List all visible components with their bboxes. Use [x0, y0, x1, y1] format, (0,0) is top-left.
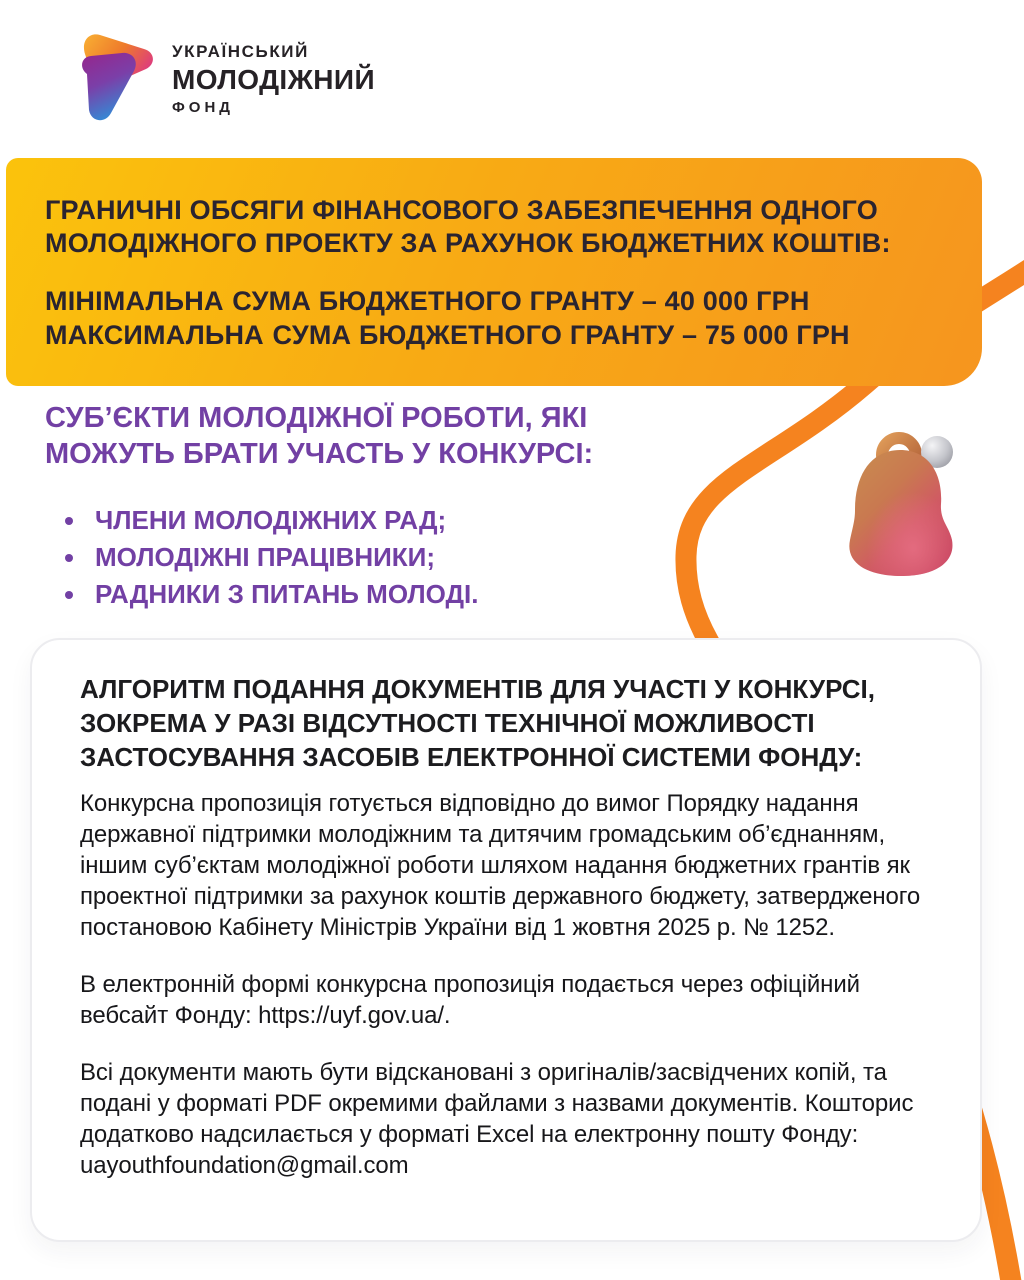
eligibility-heading-line: СУБ’ЄКТИ МОЛОДІЖНОЇ РОБОТИ, ЯКІ — [45, 402, 588, 434]
algorithm-card — [30, 638, 982, 1242]
list-item — [45, 502, 593, 539]
logo-line-3: ФОНД — [172, 99, 234, 116]
banner-limits — [45, 284, 946, 352]
limit-max-value: СУМА БЮДЖЕТНОГО ГРАНТУ – 75 000 ГРН — [272, 320, 850, 350]
list-item-label: РАДНИКИ З ПИТАНЬ МОЛОДІ. — [95, 579, 479, 609]
list-item-label: ЧЛЕНИ МОЛОДІЖНИХ РАД; — [95, 505, 447, 535]
card-heading-line: АЛГОРИТМ ПОДАННЯ ДОКУМЕНТІВ ДЛЯ УЧАСТІ У КОНКУРСІ, — [80, 674, 875, 704]
card-paragraph-1: Конкурсна пропозиція готується відповідно до вимог Порядку надання державної підтримки молодіжним та дитячим громадським об’єднанням, іншим суб’єктам молодіжної роботи шляхом надання бюджетних грантів як проектної підтримки за рахунок коштів державного бюджету, затвердженого постановою Кабінету Міністрів України від 1 жовтня 2025 р. № 1252. — [80, 790, 921, 941]
banner-heading-line: МОЛОДІЖНОГО ПРОЕКТУ ЗА РАХУНОК БЮДЖЕТНИХ КОШТІВ: — [45, 228, 891, 258]
list-item — [45, 539, 593, 576]
bullet-dot-icon — [65, 554, 73, 562]
logo-line-1: УКРАЇНСЬКИЙ — [172, 42, 309, 61]
card-heading-line: ЗОКРЕМА У РАЗІ ВІДСУТНОСТІ ТЕХНІЧНОЇ МОЖЛИВОСТІ — [80, 708, 815, 738]
banner-heading — [45, 194, 946, 260]
bell-icon — [833, 428, 973, 586]
logo-line-2: МОЛОДІЖНИЙ — [172, 64, 375, 95]
limit-line-max — [45, 318, 946, 352]
limit-max-label: МАКСИМАЛЬНА — [45, 320, 264, 350]
eligibility-heading — [45, 400, 593, 472]
eligibility-list — [45, 502, 593, 613]
card-paragraph-2: В електронній формі конкурсна пропозиція подається через офіційний вебсайт Фонду: https://uyf.gov.ua/. — [80, 971, 860, 1029]
bullet-dot-icon — [65, 591, 73, 599]
limit-min-value: СУМА БЮДЖЕТНОГО ГРАНТУ – 40 000 ГРН — [232, 286, 810, 316]
list-item — [45, 576, 593, 613]
logo-mark-icon — [78, 32, 158, 126]
list-item-label: МОЛОДІЖНІ ПРАЦІВНИКИ; — [95, 542, 436, 572]
eligibility-heading-line: МОЖУТЬ БРАТИ УЧАСТЬ У КОНКУРСІ: — [45, 438, 594, 470]
card-heading — [80, 672, 934, 774]
card-heading-line: ЗАСТОСУВАННЯ ЗАСОБІВ ЕЛЕКТРОННОЇ СИСТЕМИ ФОНДУ: — [80, 742, 863, 772]
bullet-dot-icon — [65, 517, 73, 525]
grant-limits-banner — [6, 158, 982, 386]
logo-text — [172, 42, 375, 116]
eligibility-section — [45, 400, 593, 613]
banner-heading-line: ГРАНИЧНІ ОБСЯГИ ФІНАНСОВОГО ЗАБЕЗПЕЧЕННЯ ОДНОГО — [45, 195, 878, 225]
logo — [78, 32, 375, 126]
limit-line-min — [45, 284, 946, 318]
card-paragraph-3: Всі документи мають бути відскановані з оригіналів/засвідчених копій, та подані у форматі PDF окремими файлами з назвами документів. Кошторис додатково надсилається у форматі Excel на електронну пошту Фонду: uayouthfoundation@gmail.com — [80, 1059, 914, 1179]
limit-min-label: МІНІМАЛЬНА — [45, 286, 224, 316]
